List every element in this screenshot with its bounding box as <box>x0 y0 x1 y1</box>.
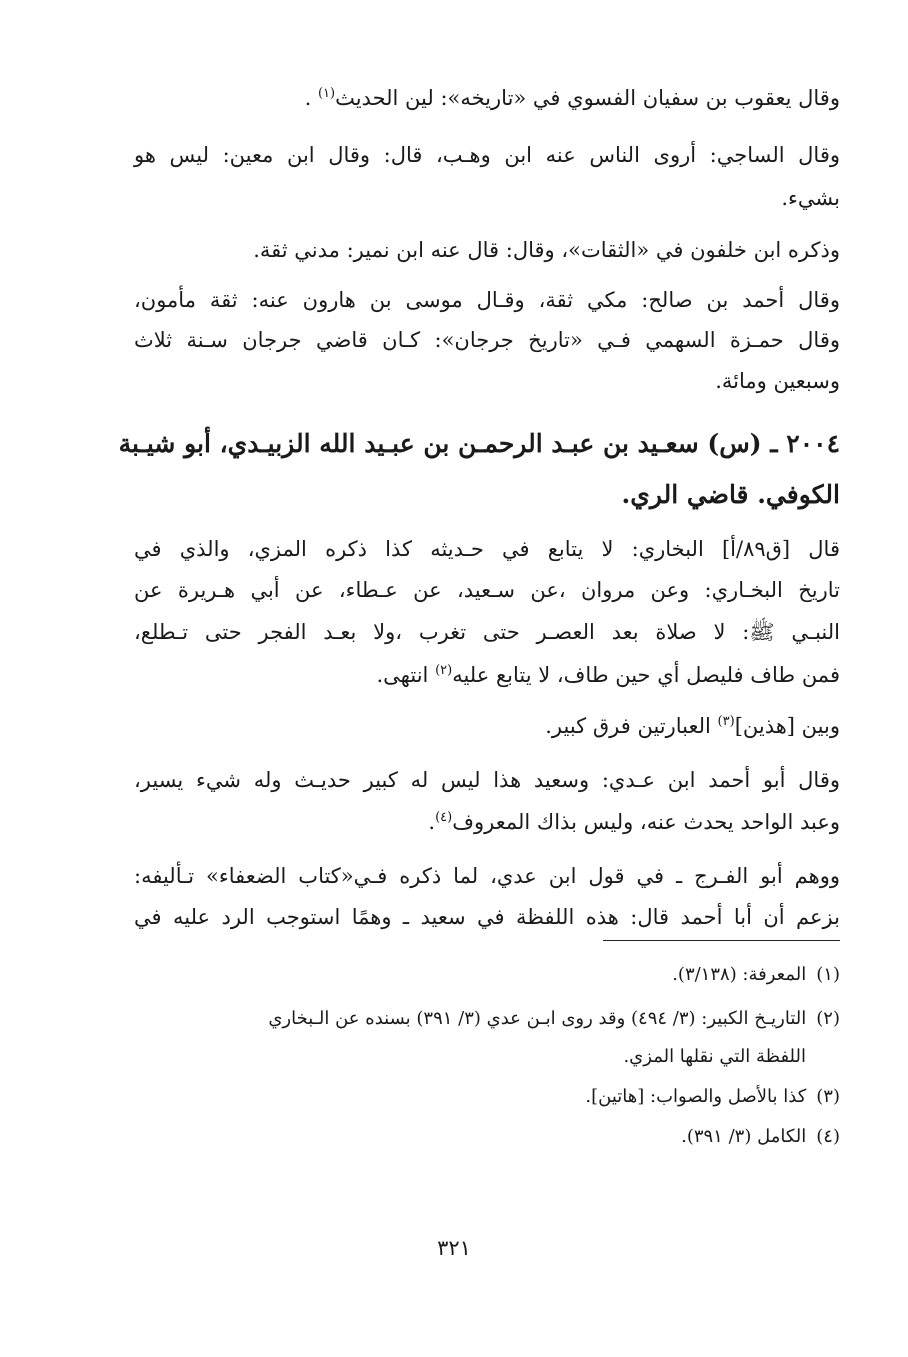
paragraph-line: بشيء. <box>781 186 840 210</box>
footnote-continuation <box>134 1043 840 1071</box>
paragraph-line: تاريخ البخـاري: وعن مروان ،عن سـعيد، عن عـطاء، عن أبي هـريرة عن <box>134 578 840 602</box>
entry-heading: الكوفي. قاضي الري. <box>621 480 840 509</box>
paragraph-line: وذكره ابن خلفون في «الثقات»، وقال: قال عنه ابن نمير: مدني ثقة. <box>253 238 840 262</box>
paragraph-line: وقال أبو أحمد ابن عـدي: وسعيد هذا ليس له كبير حديـث وله شيء يسير، <box>134 768 840 792</box>
footnote-number: (٣) <box>816 1086 840 1107</box>
footnote-ref: (١) <box>317 86 336 101</box>
paragraph-line: وقال حمـزة السهمي فـي «تاريخ جرجان»: كـان قاضي جرجان سـنة ثلاث <box>134 328 840 352</box>
paragraph-line: النبـي ﷺ: لا صلاة بعد العصـر حتى تغرب ،ولا بعـد الفجر حتى تـطلع، <box>134 620 840 644</box>
footnote-text: الكامل (٣/ ٣٩١). <box>681 1126 807 1147</box>
paragraph-line: قال [ق٨٩/أ] البخاري: لا يتابع في حـديثه كذا ذكره المزي، والذي في <box>134 537 840 561</box>
line-text: وعبد الواحد يحدث عنه، وليس بذاك المعروف <box>452 810 840 834</box>
paragraph-line <box>134 711 840 741</box>
footnote-number: (١) <box>816 964 840 985</box>
footnote-number: (٤) <box>816 1126 840 1147</box>
paragraph-line <box>134 807 840 837</box>
footnote-text: كذا بالأصل والصواب: [هاتين]. <box>585 1086 807 1107</box>
footnote <box>134 1005 840 1033</box>
line-text: وبين [هذين] <box>734 714 840 738</box>
paragraph-line <box>134 660 840 690</box>
footnote <box>134 1083 840 1111</box>
footnote-ref: (٤) <box>435 810 453 825</box>
footnote-text: اللفظة التي نقلها المزي. <box>623 1046 806 1067</box>
paragraph-line: ووهم أبو الفـرج ـ في قول ابن عدي، لما ذكره فـي«كتاب الضعفاء» تـأليفه: <box>134 864 840 888</box>
paragraph-line: وقال الساجي: أروى الناس عنه ابن وهـب، قال: وقال ابن معين: ليس هو <box>134 143 840 167</box>
line-text-end: . <box>428 810 436 834</box>
footnote <box>134 961 840 989</box>
footnote <box>134 1123 840 1151</box>
footnote-number: (٢) <box>816 1008 840 1029</box>
line-text-end: العبارتين فرق كبير. <box>545 714 718 738</box>
footnote-separator <box>603 940 840 941</box>
line-text-end: . <box>304 86 318 110</box>
paragraph-line: وقال أحمد بن صالح: مكي ثقة، وقـال موسى بن هارون عنه: ثقة مأمون، <box>134 288 840 312</box>
entry-heading: ٢٠٠٤ ـ (س) سعـيد بن عبـد الرحمـن بن عبـيد الله الزبيـدي، أبو شيـبة <box>118 429 840 458</box>
paragraph-line: بزعم أن أبا أحمد قال: هذه اللفظة في سعيد ـ وهمًا استوجب الرد عليه في <box>134 905 840 929</box>
paragraph-line: وسبعين ومائة. <box>715 369 840 393</box>
line-text: فمن طاف فليصل أي حين طاف، لا يتابع عليه <box>452 663 840 687</box>
footnote-ref: (٣) <box>717 714 735 729</box>
footnote-text: المعرفة: (٣/١٣٨). <box>672 964 807 985</box>
paragraph-line <box>134 83 840 113</box>
line-text-end: انتهى. <box>376 663 436 687</box>
footnote-text: التاريـخ الكبير: (٣/ ٤٩٤) وقد روى ابـن عدي (٣/ ٣٩١) بسنده عن الـبخاري <box>268 1008 807 1029</box>
footnote-ref: (٢) <box>435 663 453 678</box>
page-number: ٣٢١ <box>437 1236 471 1260</box>
line-text: وقال يعقوب بن سفيان الفسوي في «تاريخه»: لين الحديث <box>335 86 840 110</box>
